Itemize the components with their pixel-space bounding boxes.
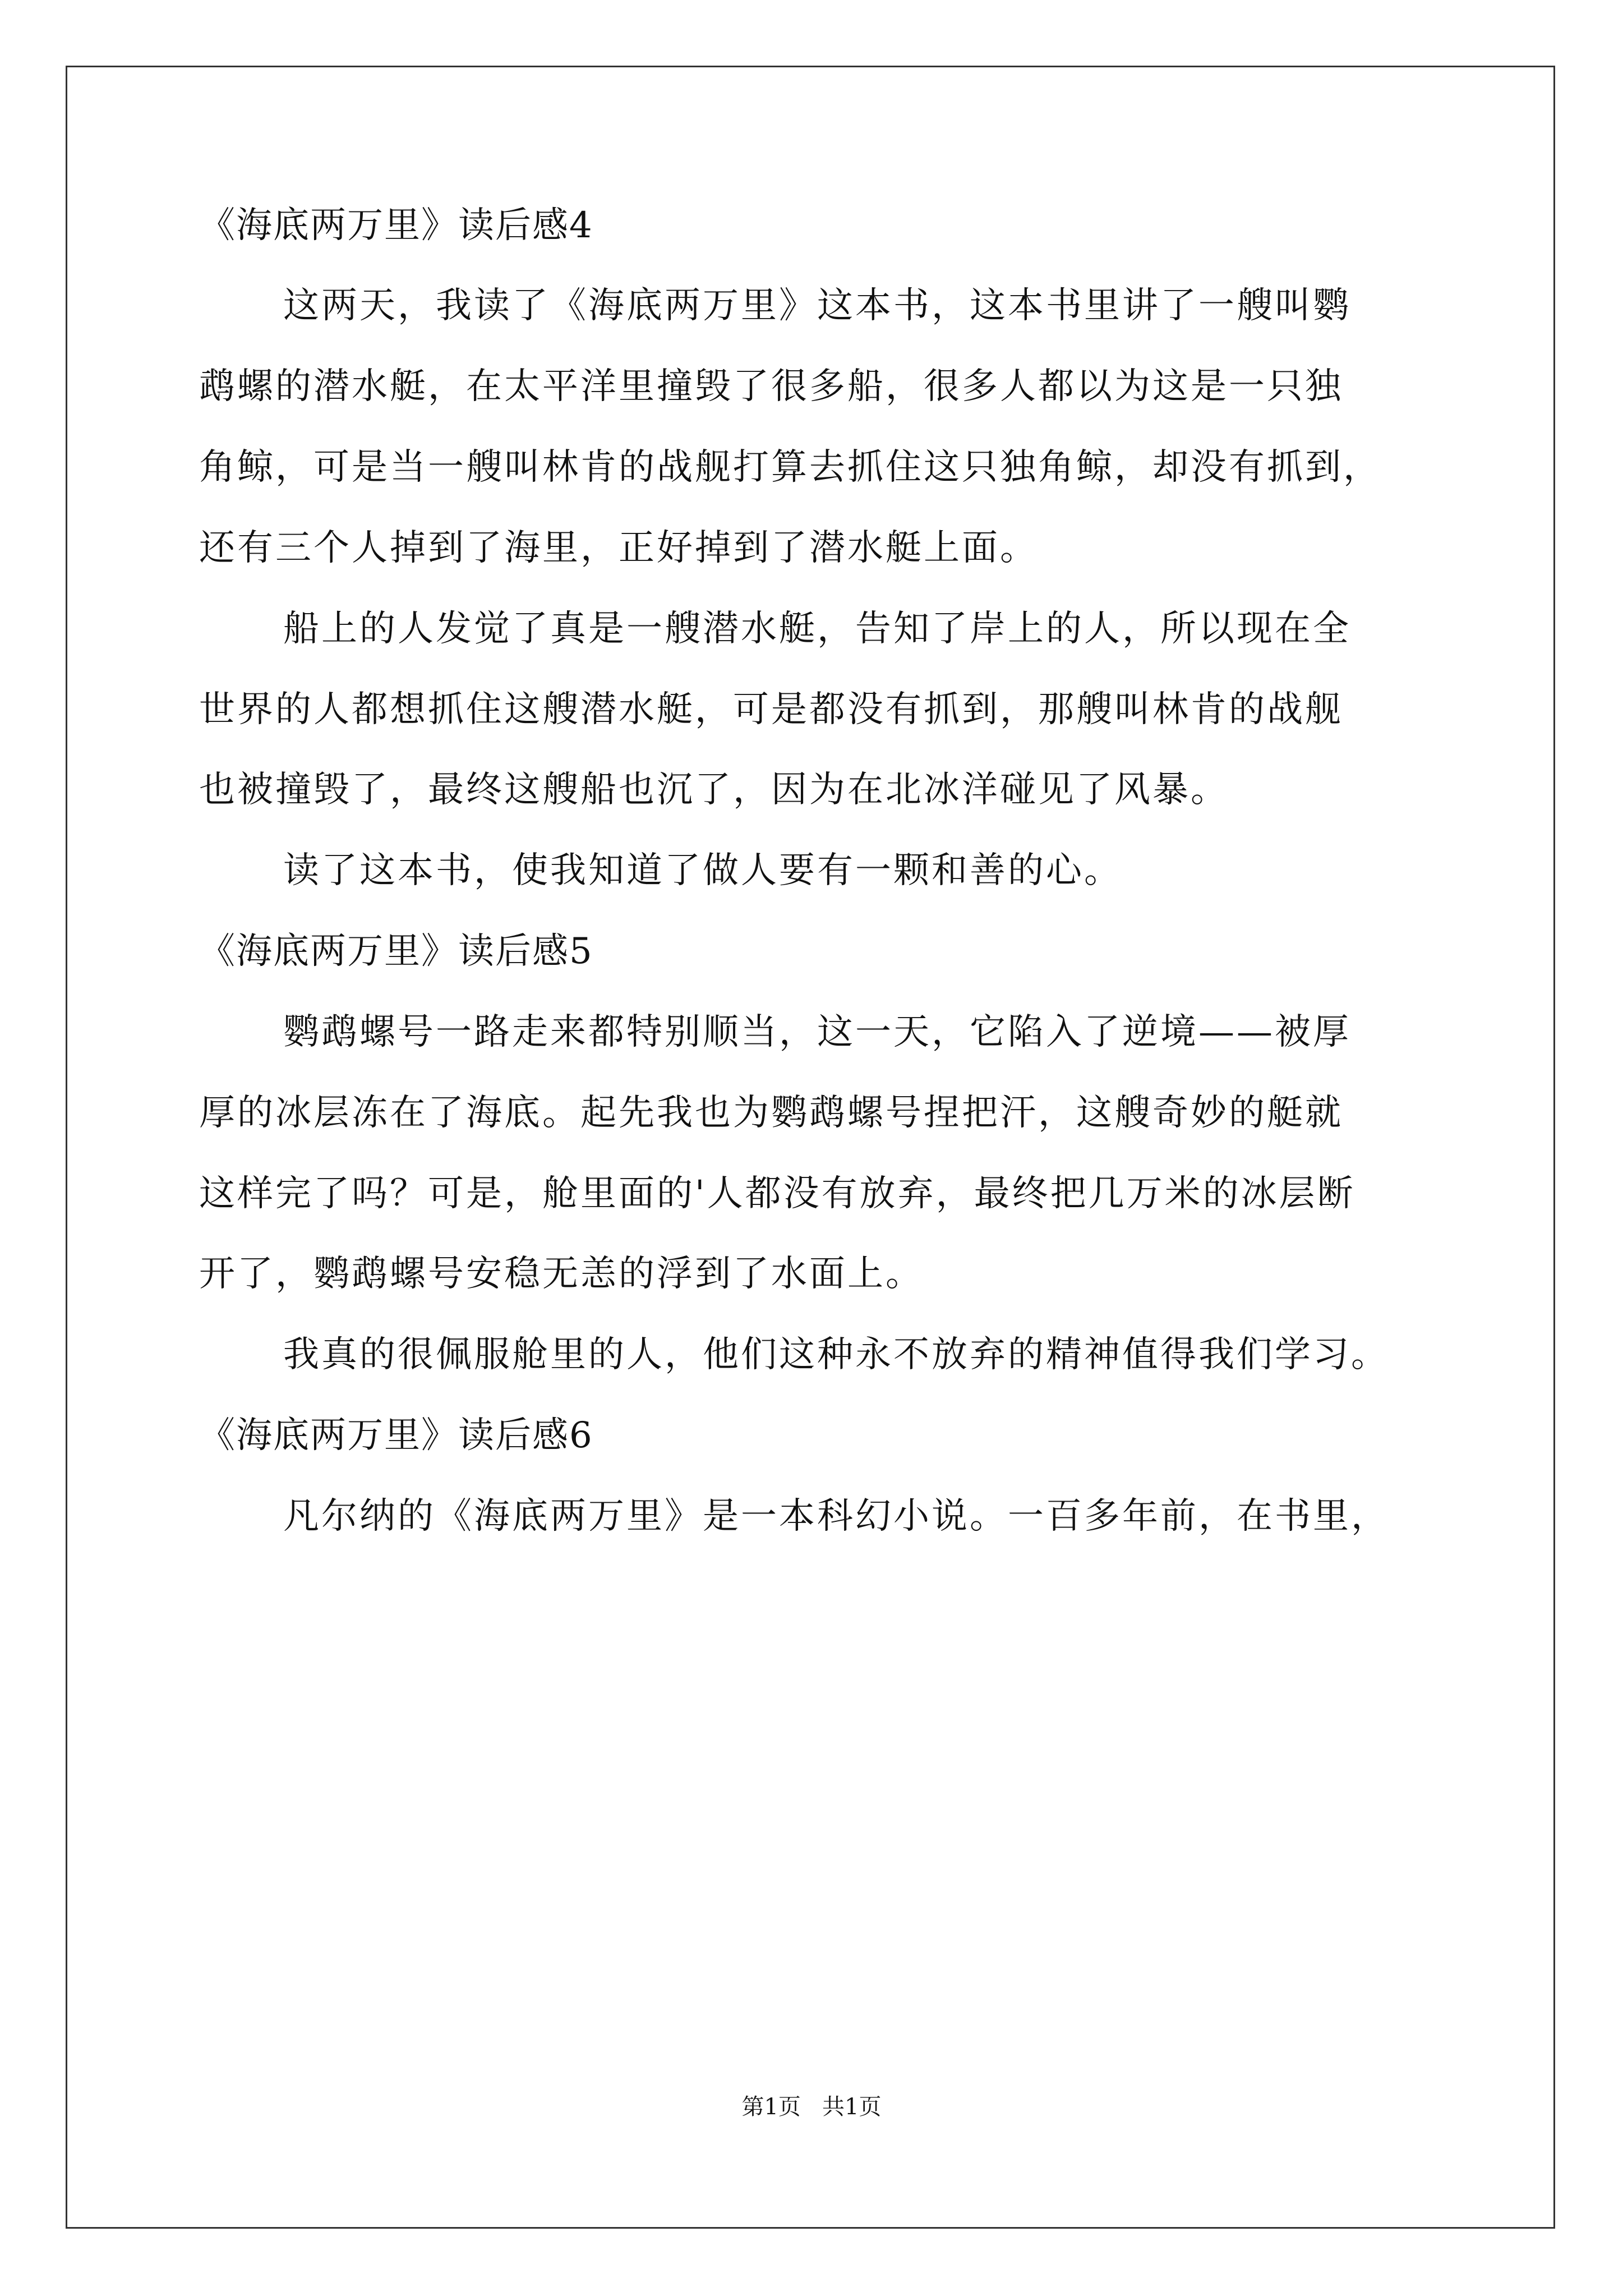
paragraph-line: 还有三个人掉到了海里，正好掉到了潜水艇上面。 <box>199 527 1038 569</box>
paragraph-line: 凡尔纳的《海底两万里》是一本科幻小说。一百多年前，在书里， <box>283 1496 1389 1537</box>
paragraph-line: 我真的很佩服舱里的人，他们这种永不放弃的精神值得我们学习。 <box>283 1334 1389 1375</box>
paragraph-line: 鹉螺的潜水艇，在太平洋里撞毁了很多船，很多人都以为这是一只独 <box>199 366 1343 407</box>
paragraph-line: 读了这本书，使我知道了做人要有一颗和善的心。 <box>283 850 1122 891</box>
paragraph-line: 世界的人都想抓住这艘潜水艇，可是都没有抓到，那艘叫林肯的战舰 <box>199 689 1343 730</box>
paragraph-line: 这两天，我读了《海底两万里》这本书，这本书里讲了一艘叫鹦 <box>283 285 1351 326</box>
paragraph-line: 这样完了吗？可是，舱里面的'人都没有放弃，最终把几万米的冰层断 <box>199 1173 1355 1214</box>
section-heading: 《海底两万里》读后感4 <box>199 205 593 246</box>
paragraph-line: 厚的冰层冻在了海底。起先我也为鹦鹉螺号捏把汗，这艘奇妙的艇就 <box>199 1092 1343 1134</box>
paragraph-line: 角鲸，可是当一艘叫林肯的战舰打算去抓住这只独角鲸，却没有抓到， <box>199 447 1381 488</box>
page-footer: 第1页 共1页 <box>741 2094 882 2120</box>
section-heading: 《海底两万里》读后感5 <box>199 931 593 972</box>
section-heading: 《海底两万里》读后感6 <box>199 1415 593 1456</box>
paragraph-line: 开了，鹦鹉螺号安稳无恙的浮到了水面上。 <box>199 1253 924 1295</box>
paragraph-line: 鹦鹉螺号一路走来都特别顺当，这一天，它陷入了逆境——被厚 <box>283 1011 1351 1053</box>
paragraph-line: 船上的人发觉了真是一艘潜水艇，告知了岸上的人，所以现在全 <box>283 608 1351 650</box>
paragraph-line: 也被撞毁了，最终这艘船也沉了，因为在北冰洋碰见了风暴。 <box>199 769 1229 811</box>
